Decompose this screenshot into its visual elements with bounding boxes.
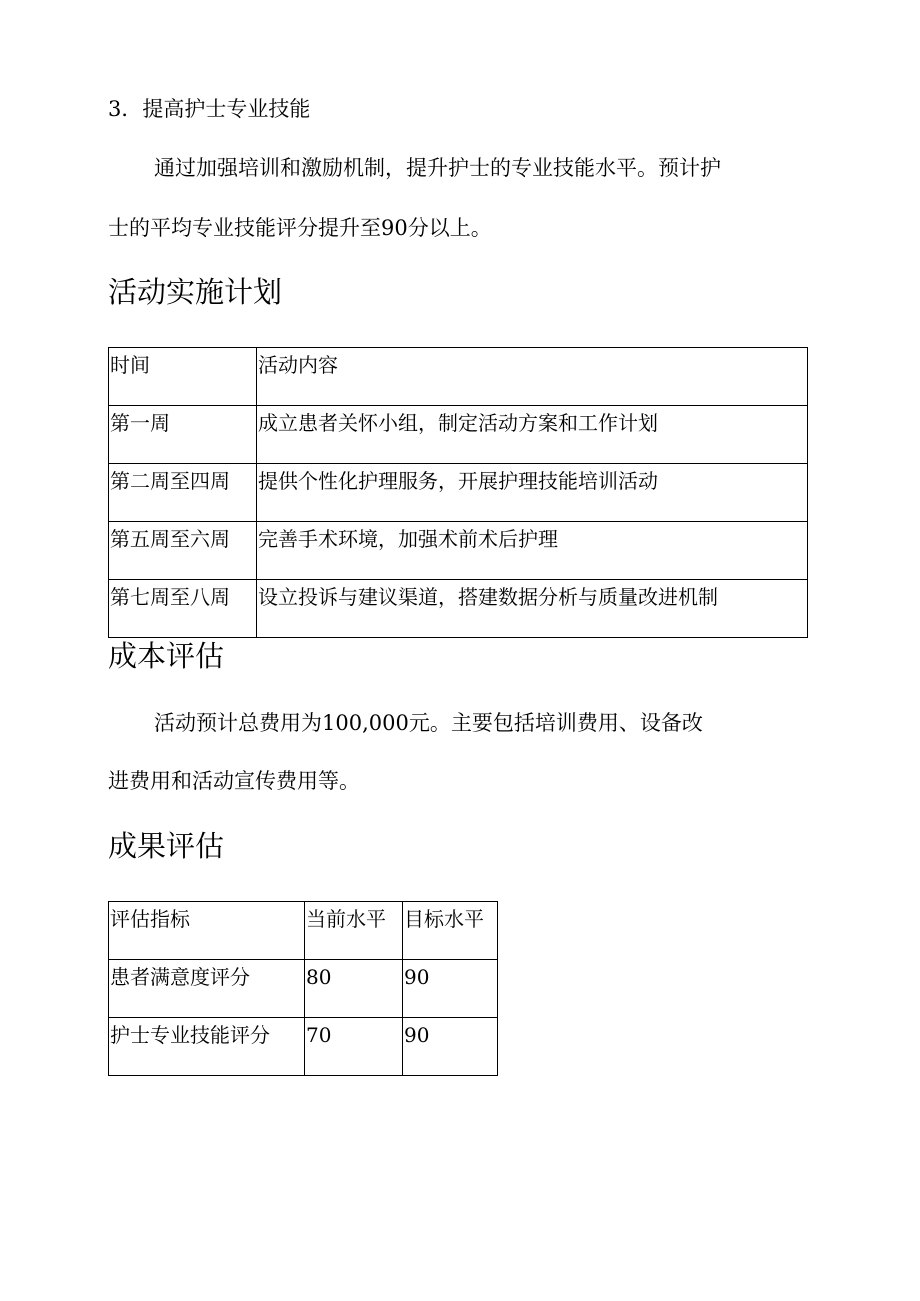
- paragraph-line: 进费用和活动宣传费用等。: [108, 769, 360, 793]
- table-cell: 第五周至六周: [109, 522, 257, 580]
- table-cell: 第二周至四周: [109, 464, 257, 522]
- table-header-cell: 时间: [109, 348, 257, 406]
- table-cell: 患者满意度评分: [109, 960, 305, 1018]
- table-row: [109, 1018, 498, 1076]
- table-header-row: [109, 902, 498, 960]
- table-row: [109, 522, 808, 580]
- paragraph-line: 通过加强培训和激励机制，提升护士的专业技能水平。预计护: [154, 156, 721, 180]
- table-header-cell: 活动内容: [257, 348, 808, 406]
- table-header-cell: 目标水平: [403, 902, 498, 960]
- heading-cost-evaluation: 成本评估: [108, 639, 225, 673]
- table-cell: 完善手术环境，加强术前术后护理: [257, 522, 808, 580]
- section-heading-nurse-skills: 3．提高护士专业技能: [108, 97, 311, 121]
- table-row: [109, 960, 498, 1018]
- table-row: [109, 464, 808, 522]
- table-cell: 第七周至八周: [109, 580, 257, 638]
- table-cell: 成立患者关怀小组，制定活动方案和工作计划: [257, 406, 808, 464]
- table-cell: 第一周: [109, 406, 257, 464]
- table-row: [109, 406, 808, 464]
- table-header-row: [109, 348, 808, 406]
- table-row: [109, 580, 808, 638]
- paragraph-line: 士的平均专业技能评分提升至90分以上。: [108, 216, 492, 240]
- table-header-cell: 评估指标: [109, 902, 305, 960]
- table-cell: 提供个性化护理服务，开展护理技能培训活动: [257, 464, 808, 522]
- paragraph-line: 活动预计总费用为100,000元。主要包括培训费用、设备改: [154, 711, 703, 735]
- table-cell: 70: [305, 1018, 403, 1076]
- heading-activity-plan: 活动实施计划: [108, 275, 283, 309]
- table-header-cell: 当前水平: [305, 902, 403, 960]
- table-cell: 80: [305, 960, 403, 1018]
- results-evaluation-table: [108, 901, 498, 1076]
- heading-results-evaluation: 成果评估: [108, 829, 225, 863]
- table-cell: 90: [403, 960, 498, 1018]
- activity-plan-table: [108, 347, 808, 638]
- table-cell: 护士专业技能评分: [109, 1018, 305, 1076]
- table-cell: 90: [403, 1018, 498, 1076]
- table-cell: 设立投诉与建议渠道，搭建数据分析与质量改进机制: [257, 580, 808, 638]
